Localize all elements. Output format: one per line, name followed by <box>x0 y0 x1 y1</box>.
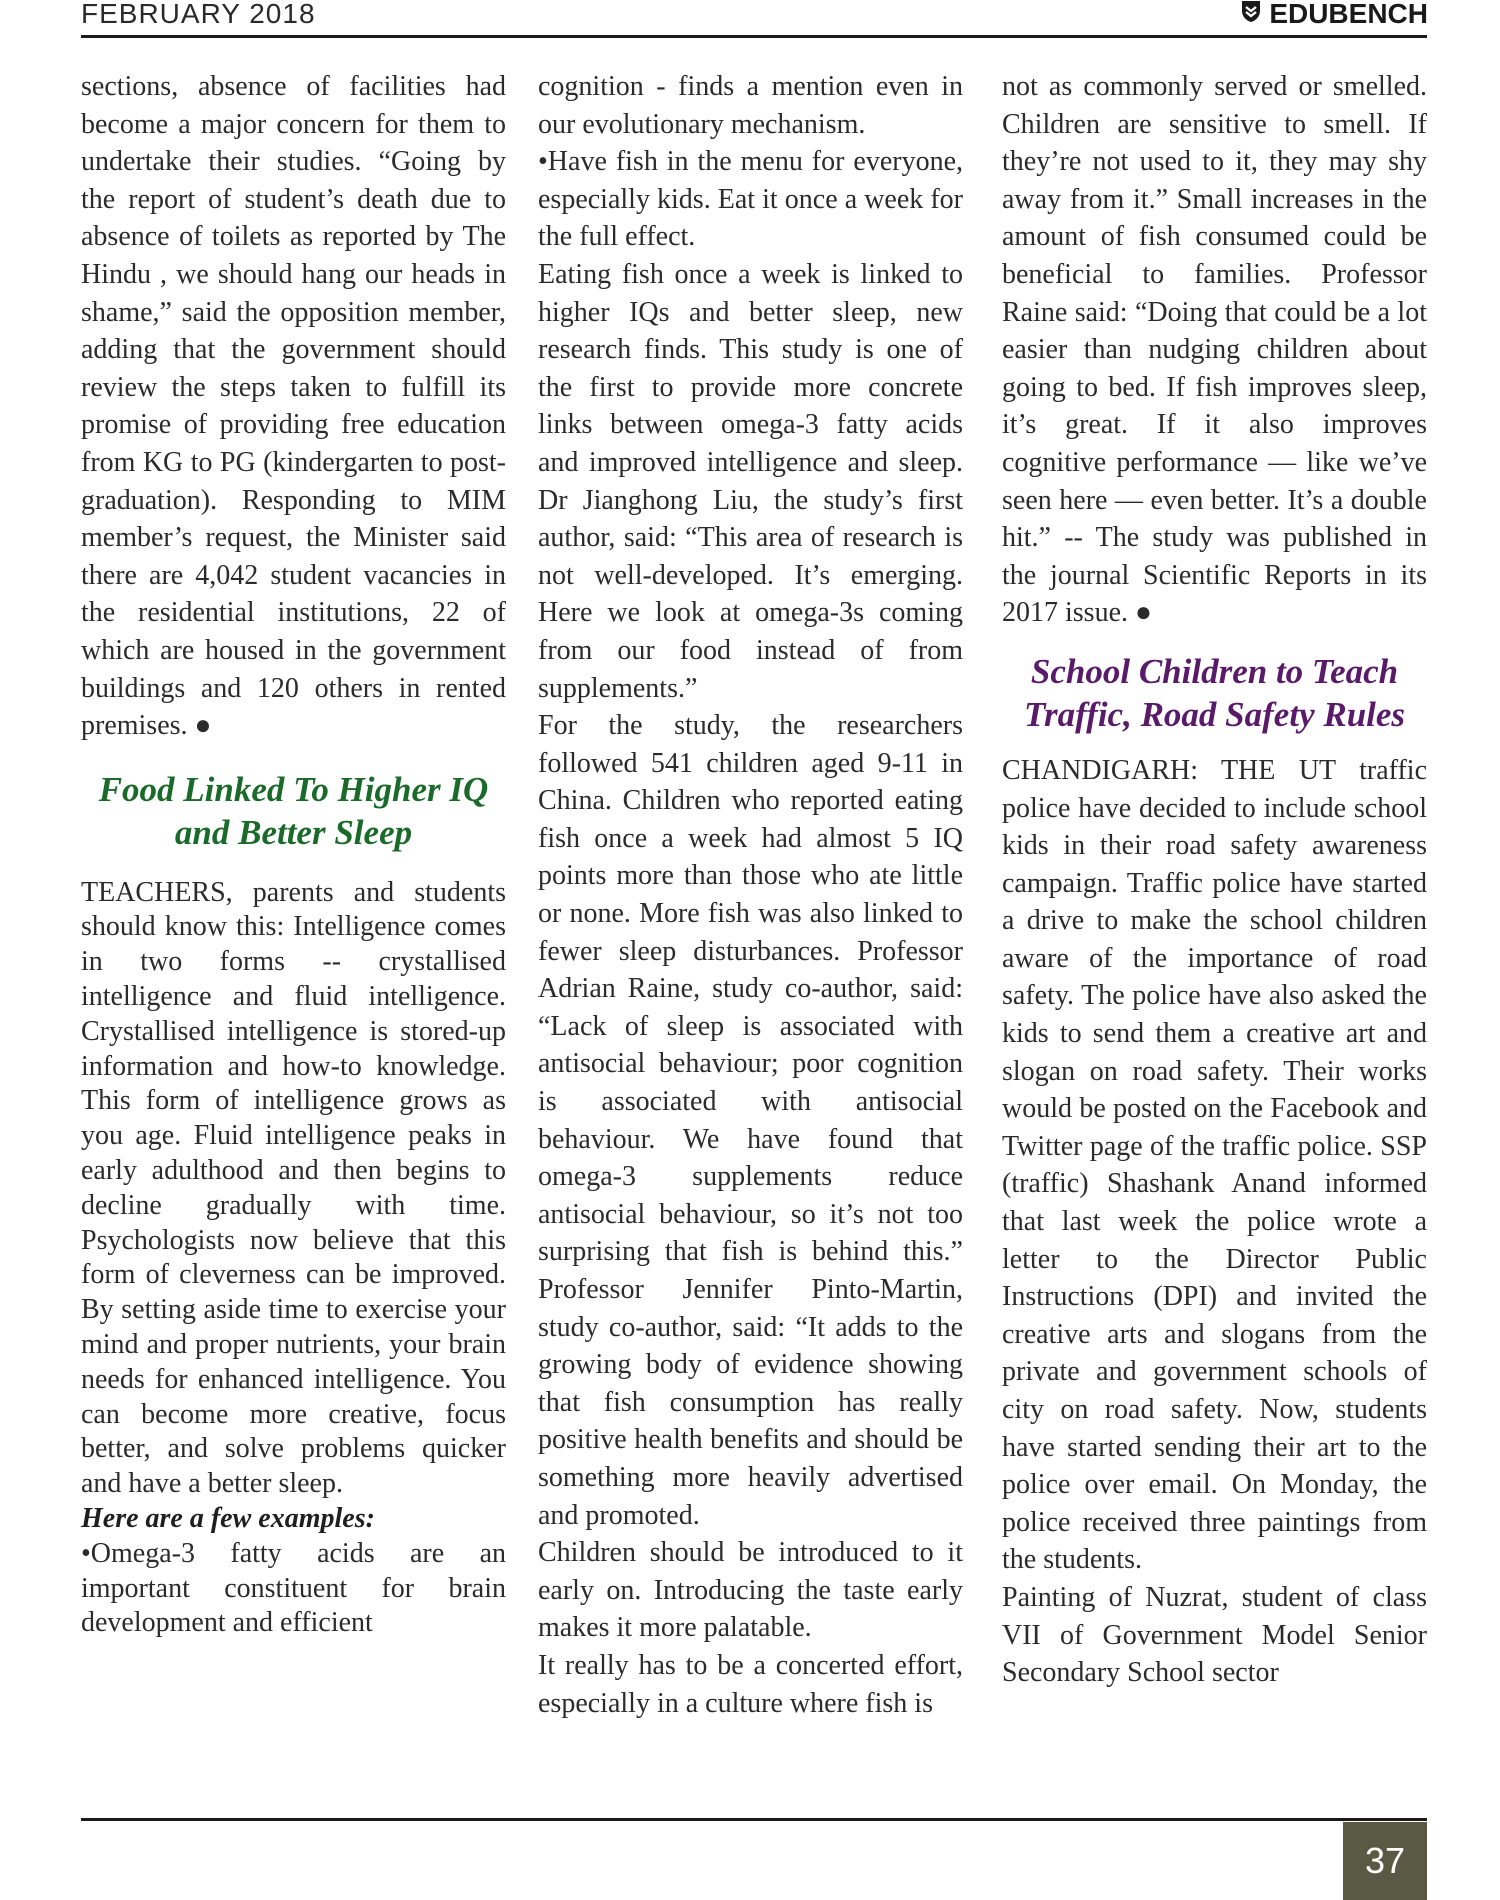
paragraph-6: It really has to be a concerted effort, especially in a culture where fish is <box>538 1649 963 1719</box>
header-divider <box>81 35 1427 38</box>
column-1 <box>81 68 506 1641</box>
page-number: 37 <box>1343 1822 1427 1900</box>
issue-date: FEBRUARY 2018 <box>81 0 316 29</box>
shield-icon <box>1241 0 1261 30</box>
lead-word: TEACHERS, <box>81 876 233 908</box>
paragraph-1: cognition - finds a mention even in our evolutionary mechanism. <box>538 71 963 140</box>
column-2 <box>538 68 963 1722</box>
paragraph-5: Children should be introduced to it early on. Introducing the taste early makes it more palatable. <box>538 1537 963 1644</box>
article-body-paragraph <box>81 876 506 1502</box>
bullet-paragraph: •Omega-3 fatty acids are an important constituent for brain development and efficient <box>81 1537 506 1639</box>
paragraph-4: For the study, the researchers followed 541 children aged 9-11 in China. Children who reported eating fish once a week had almost 5 IQ points more than those who ate little or none. More fish was also linked to fewer sleep disturbances. Professor Adrian Raine, study co-author, said: “Lack of sleep is associated with antisocial behaviour; poor cognition is associated with antisocial behaviour. We have found that omega-3 supplements reduce antisocial behaviour, so it’s not too surprising that fish is behind this.” Professor Jennifer Pinto-Martin, study co-author, said: “It adds to the growing body of evidence showing that fish consumption has really positive health benefits and should be something more heavily advertised and promoted. <box>538 710 963 1531</box>
paragraph-continued: Painting of Nuzrat, student of class VII of Government Model Senior Secondary School sector <box>1002 1581 1427 1689</box>
article-continuation-paragraph: not as commonly served or smelled. Children are sensitive to smell. If they’re not used to it, they may shy away from it.” Small increases in the amount of fish consumed could be beneficial to families. Professor Raine said: “Doing that could be a lot easier than nudging children about going to bed. If fish improves sleep, it’s great. If it also improves cognitive performance — like we’ve seen here — even better. It’s a double hit.” -- The study was published in the journal Scientific Reports in its 2017 issue. ● <box>1002 71 1427 629</box>
brand-header <box>1241 0 1428 30</box>
article-continuation-paragraph: sections, absence of facilities had become a major concern for them to undertake their studies. “Going by the report of student’s death due to absence of toilets as reported by The Hindu , we should hang our heads in shame,” said the opposition member, adding that the government should review the steps taken to fulfill its promise of providing free education from KG to PG (kindergarten to post-graduation). Responding to MIM member’s request, the Minister said there are 4,042 student vacancies in the residential institutions, 22 of which are housed in the government buildings and 120 others in rented premises. ● <box>81 71 506 742</box>
paragraph-3: Eating fish once a week is linked to higher IQs and better sleep, new research finds. This study is one of the first to provide more concrete links between omega-3 fatty acids and improved intelligence and sleep. Dr Jianghong Liu, the study’s first author, said: “This area of research is not well-developed. It’s emerging. Here we look at omega-3s coming from our food instead of from supplements.” <box>538 258 963 704</box>
bullet-paragraph: •Have fish in the menu for everyone, especially kids. Eat it once a week for the full effect. <box>538 146 963 253</box>
footer-divider <box>81 1818 1427 1821</box>
column-3 <box>1002 68 1427 1692</box>
article-headline-road-safety: School Children to Teach Traffic, Road Safety Rules <box>1023 651 1406 734</box>
article-headline-food-iq: Food Linked To Higher IQ and Better Sleep <box>98 769 489 852</box>
paragraph-text: parents and students should know this: Intelligence comes in two forms -- crystallised intelligence and fluid intelligence. Crystallised intelligence is stored-up information and how-to knowledge. This form of intelligence grows as you age. Fluid intelligence peaks in early adulthood and then begins to decline gradually with time. Psychologists now believe that this form of cleverness can be improved. By setting aside time to exercise your mind and proper nutrients, your brain needs for enhanced intelligence. You can become more creative, focus better, and solve problems quicker and have a better sleep. <box>81 876 506 1500</box>
article-body-paragraph: CHANDIGARH: THE UT traffic police have decided to include school kids in their road safety awareness campaign. Traffic police have started a drive to make the school children aware of the importance of road safety. The police have also asked the kids to send them a creative art and slogan on road safety. Their works would be posted on the Facebook and Twitter page of the traffic police. SSP (traffic) Shashank Anand informed that last week the police wrote a letter to the Director Public Instructions (DPI) and invited the creative arts and slogans from the private and government schools of city on road safety. Now, students have started sending their art to the police over email. On Monday, the police received three paintings from the students. <box>1002 754 1427 1576</box>
brand-name: EDUBENCH <box>1269 0 1428 29</box>
examples-subheading: Here are a few examples: <box>81 1503 375 1535</box>
